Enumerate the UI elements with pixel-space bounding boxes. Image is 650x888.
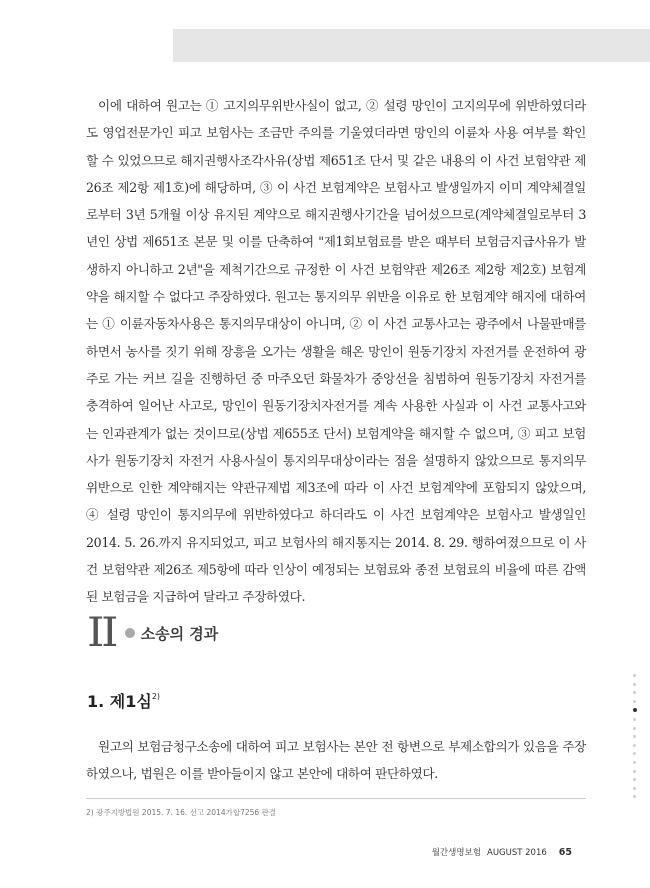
indicator-dot bbox=[633, 770, 636, 773]
section-heading bbox=[87, 610, 219, 656]
page-footer bbox=[432, 846, 572, 858]
indicator-dot bbox=[633, 674, 636, 677]
indicator-dot bbox=[633, 787, 636, 790]
indicator-dot bbox=[633, 778, 636, 781]
section-title: 소송의 경과 bbox=[140, 624, 219, 643]
indicator-dot bbox=[633, 744, 636, 747]
bullet-icon bbox=[125, 628, 135, 638]
indicator-dot bbox=[633, 691, 636, 694]
footnote-divider bbox=[86, 798, 586, 799]
indicator-dot bbox=[633, 700, 636, 703]
issue-date: AUGUST 2016 bbox=[487, 848, 547, 858]
indicator-dot bbox=[633, 727, 636, 730]
indicator-dot bbox=[633, 752, 636, 755]
publication-name: 월간생명보험 bbox=[431, 848, 481, 858]
subsection-heading bbox=[87, 689, 160, 712]
indicator-dot bbox=[633, 795, 636, 798]
body-paragraph: 이에 대하여 원고는 ① 고지의무위반사실이 없고, ② 설령 망인이 고지의무에 위반하였더라도 영업전문가인 피고 보험사는 조금만 주의를 기울였더라면 망인의 이륜차 사용 여부를 확인할 수 있었으므로 해지권행사조각사유(상법 제651조 단서 및 같은 내용의 이 사건 보험약관 제26조 제2항 제1호)에 해당하며, ③ 이 사건 보험계약은 보험사고 발생일까지 이미 계약체결일로부터 3년 5개월 이상 유지된 계약으로 해지권행사기간을 넘어섰으므로(계약체결일로부터 3년인 상법 제651조 본문 및 이를 단축하여 "제1회보험료를 받은 때부터 보험금지급사유가 발생하지 아니하고 2년"을 제척기간으로 규정한 이 사건 보험약관 제26조 제2항 제2호) 보험계약을 해지할 수 없다고 주장하였다. 원고는 통지의무 위반을 이유로 한 보험계약 해지에 대하여는 ① 이륜자동차사용은 통지의무대상이 아니며, ② 이 사건 교통사고는 광주에서 나물판매를 하면서 농사를 짓기 위해 장흥을 오가는 생활을 해온 망인이 원동기장치 자전거를 운전하여 광주로 가는 커브 길을 진행하던 중 마주오던 화물차가 중앙선을 침범하여 원동기장치 자전거를 충격하여 일어난 사고로, 망인이 원동기장치자전거를 계속 사용한 사실과 이 사건 교통사고와는 인과관계가 없는 것이므로(상법 제655조 단서) 보험계약을 해지할 수 없으며, ③ 피고 보험사가 원동기장치 자전거 사용사실이 통지의무대상이라는 점을 설명하지 않았으므로 통지의무 위반으로 인한 계약해지는 약관규제법 제3조에 따라 이 사건 보험계약에 포함되지 않았으며, ④ 설령 망인이 통지의무에 위반하였다고 하더라도 이 사건 보험계약은 보험사고 발생일인 2014. 5. 26.까지 유지되었고, 피고 보험사의 해지통지는 2014. 8. 29. 행하여졌으므로 이 사건 보험약관 제26조 제5항에 따라 인상이 예정되는 보험료와 종전 보험료의 비율에 따른 감액된 보험금을 지급하여 달라고 주장하였다. bbox=[86, 98, 586, 605]
page-indicator bbox=[633, 674, 637, 804]
paragraph-2: 원고의 보험금청구소송에 대하여 피고 보험사는 본안 전 항변으로 부제소합의가 있음을 주장하였으나, 법원은 이를 받아들이지 않고 본안에 대하여 판단하였다. bbox=[86, 739, 586, 782]
indicator-dot bbox=[633, 718, 636, 721]
page-number: 65 bbox=[558, 847, 572, 858]
header-bar bbox=[173, 29, 650, 62]
indicator-dot-active bbox=[633, 708, 637, 712]
indicator-dot bbox=[633, 735, 636, 738]
subsection-title: 1. 제1심 bbox=[87, 692, 152, 711]
footnote-ref[interactable]: 2) bbox=[151, 692, 161, 701]
section-number: II bbox=[87, 610, 116, 656]
indicator-dot bbox=[633, 683, 636, 686]
indicator-dot bbox=[633, 761, 636, 764]
footnote: 2) 광주지방법원 2015. 7. 16. 선고 2014가합7256 판결 bbox=[86, 808, 277, 817]
